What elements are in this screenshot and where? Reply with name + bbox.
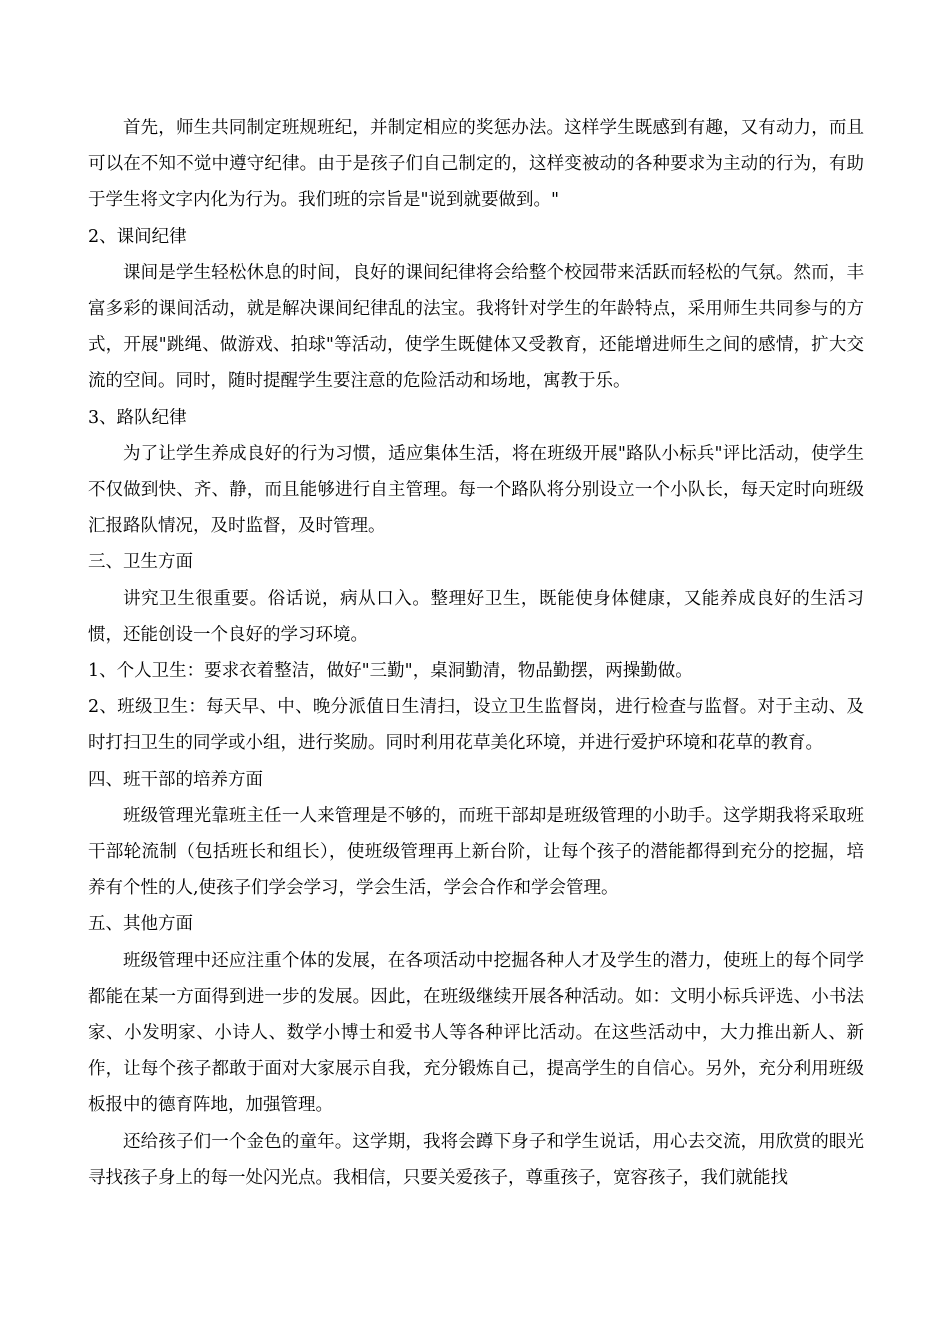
paragraph-rules: 首先，师生共同制定班规班纪，并制定相应的奖惩办法。这样学生既感到有趣，又有动力，而且可以在不知不觉中遵守纪律。由于是孩子们自己制定的，这样变被动的各种要求为主动的行为，有助于学生将文字内化为行为。我们班的宗旨是"说到就要做到。" [88,118,864,211]
paragraph-line-discipline: 为了让学生养成良好的行为习惯，适应集体生活，将在班级开展"路队小标兵"评比活动，使学生不仅做到快、齐、静，而且能够进行自主管理。每一个路队将分别设立一个小队长，每天定时向班级汇报路队情况，及时监督，及时管理。 [88,443,864,537]
list-item-class-hygiene: 2、班级卫生：每天早、中、晚分派值日生清扫，设立卫生监督岗，进行检查与监督。对于主动、及时打扫卫生的同学或小组，进行奖励。同时利用花草美化环境，并进行爱护环境和花草的教育。 [88,697,864,754]
heading-hygiene: 三、卫生方面 [88,552,193,573]
heading-class-cadres: 四、班干部的培养方面 [88,769,263,790]
paragraph-break-discipline: 课间是学生轻松休息的时间，良好的课间纪律将会给整个校园带来活跃而轻松的气氛。然而，丰富多彩的课间活动，就是解决课间纪律乱的法宝。我将针对学生的年龄特点，采用师生共同参与的方式，开展"跳绳、做游戏、拍球"等活动，使学生既健体又受教育，还能增进师生之间的感情，扩大交流的空间。同时，随时提醒学生要注意的危险活动和场地，寓教于乐。 [88,262,864,392]
paragraph-other: 班级管理中还应注重个体的发展，在各项活动中挖掘各种人才及学生的潜力，使班上的每个同学都能在某一方面得到进一步的发展。因此，在班级继续开展各种活动。如：文明小标兵评选、小书法家、小发明家、小诗人、数学小博士和爱书人等各种评比活动。在这些活动中，大力推出新人、新作，让每个孩子都敢于面对大家展示自我，充分锻炼自己，提高学生的自信心。另外，充分利用班级板报中的德育阵地，加强管理。 [88,950,864,1116]
paragraph-hygiene: 讲究卫生很重要。俗话说，病从口入。整理好卫生，既能使身体健康，又能养成良好的生活习惯，还能创设一个良好的学习环境。 [88,588,864,645]
heading-break-discipline: 2、课间纪律 [88,226,187,247]
heading-line-discipline: 3、路队纪律 [88,407,187,428]
paragraph-class-cadres: 班级管理光靠班主任一人来管理是不够的，而班干部却是班级管理的小助手。这学期我将采取班干部轮流制（包括班长和组长），使班级管理再上新台阶，让每个孩子的潜能都得到充分的挖掘，培养有个性的人,使孩子们学会学习，学会生活，学会合作和学会管理。 [88,805,864,899]
paragraph-golden-childhood: 还给孩子们一个金色的童年。这学期，我将会蹲下身子和学生说话，用心去交流，用欣赏的眼光寻找孩子身上的每一处闪光点。我相信，只要关爱孩子，尊重孩子，宽容孩子，我们就能找 [88,1131,864,1188]
list-item-personal-hygiene: 1、个人卫生：要求衣着整洁，做好"三勤"，桌洞勤清，物品勤摆，两操勤做。 [88,661,693,682]
document-body [88,110,864,1196]
heading-other: 五、其他方面 [88,914,193,935]
